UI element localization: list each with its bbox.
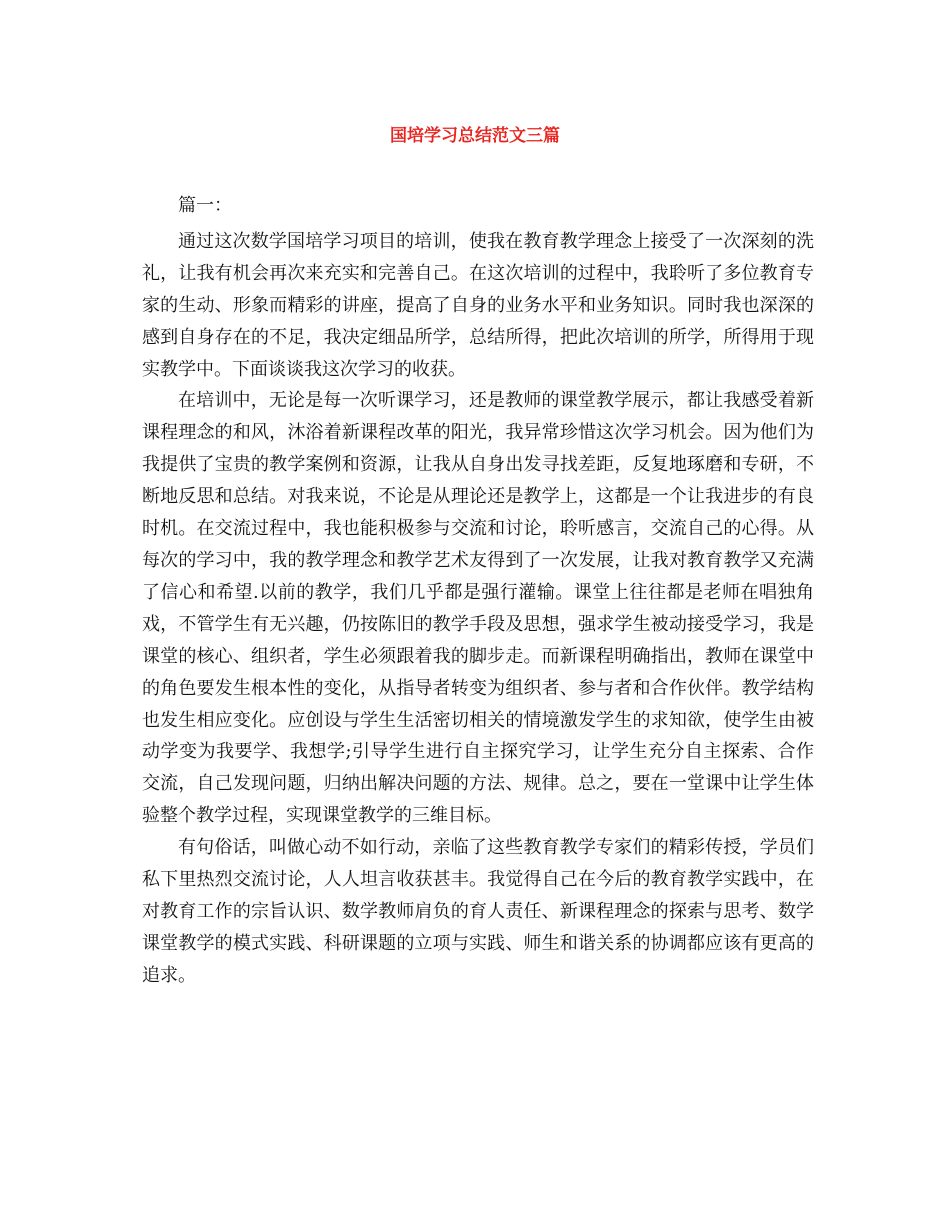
paragraph: 通过这次数学国培学习项目的培训，使我在教育教学理念上接受了一次深刻的洗礼，让我有机会再次来充实和完善自己。在这次培训的过程中，我聆听了多位教育专家的生动、形象而精彩的讲座，提高了自身的业务水平和业务知识。同时我也深深的感到自身存在的不足，我决定细品所学，总结所得，把此次培训的所学，所得用于现实教学中。下面谈谈我这次学习的收获。: [142, 230, 814, 380]
paragraph: 有句俗话，叫做心动不如行动，亲临了这些教育教学专家们的精彩传授，学员们私下里热烈交流讨论，人人坦言收获甚丰。我觉得自己在今后的教育教学实践中，在对教育工作的宗旨认识、数学教师肩负的育人责任、新课程理念的探索与思考、数学课堂教学的模式实践、科研课题的立项与实践、师生和谐关系的协调都应该有更高的追求。: [142, 837, 814, 986]
document-title: 国培学习总结范文三篇: [390, 126, 560, 146]
document-body: [142, 190, 814, 992]
section-heading: 篇一：: [178, 195, 232, 216]
paragraph: 在培训中，无论是每一次听课学习，还是教师的课堂教学展示，都让我感受着新课程理念的和风，沐浴着新课程改革的阳光，我异常珍惜这次学习机会。因为他们为我提供了宝贵的教学案例和资源，让我从自身出发寻找差距，反复地琢磨和专研，不断地反思和总结。对我来说，不论是从理论还是教学上，这都是一个让我进步的有良时机。在交流过程中，我也能积极参与交流和讨论，聆听感言，交流自己的心得。从每次的学习中，我的教学理念和教学艺术友得到了一次发展，让我对教育教学又充满了信心和希望.以前的教学，我们几乎都是强行灌输。课堂上往往都是老师在唱独角戏，不管学生有无兴趣，仍按陈旧的教学手段及思想，强求学生被动接受学习，我是课堂的核心、组织者，学生必须跟着我的脚步走。而新课程明确指出，教师在课堂中的角色要发生根本性的变化，从指导者转变为组织者、参与者和合作伙伴。教学结构也发生相应变化。应创设与学生生活密切相关的情境激发学生的求知欲，使学生由被动学变为我要学、我想学;引导学生进行自主探究学习，让学生充分自主探索、合作交流，自己发现问题，归纳出解决问题的方法、规律。总之，要在一堂课中让学生体验整个教学过程，实现课堂教学的三维目标。: [142, 390, 814, 827]
